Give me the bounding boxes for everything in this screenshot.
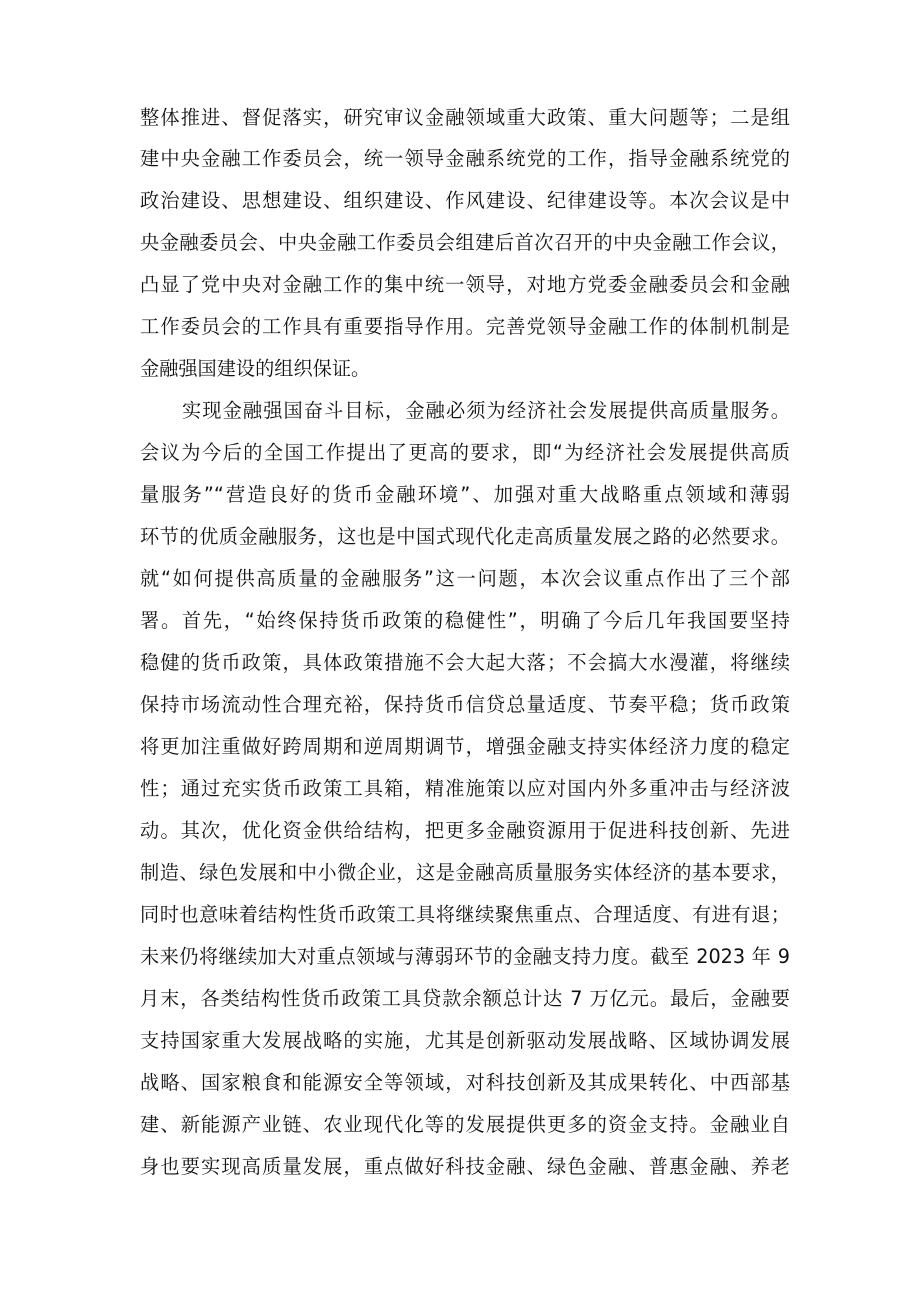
text-line: 政治建设、思想建设、组织建设、作风建设、纪律建设等。本次会议是中: [140, 189, 790, 212]
text-line: 就“如何提供高质量的金融服务”这一问题，本次会议重点作出了三个部: [140, 567, 790, 590]
text-line: 稳健的货币政策，具体政策措施不会大起大落；不会搞大水漫灌，将继续: [140, 651, 790, 674]
text-line: 建、新能源产业链、农业现代化等的发展提供更多的资金支持。金融业自: [140, 1113, 790, 1136]
text-line: 同时也意味着结构性货币政策工具将继续聚焦重点、合理适度、有进有退；: [140, 903, 790, 926]
text-line: 工作委员会的工作具有重要指导作用。完善党领导金融工作的体制机制是: [140, 315, 790, 338]
text-line: 战略、国家粮食和能源安全等领域，对科技创新及其成果转化、中西部基: [140, 1071, 790, 1094]
text-line: 月末，各类结构性货币政策工具贷款余额总计达 7 万亿元。最后，金融要: [140, 987, 790, 1010]
paragraph-first-line: 实现金融强国奋斗目标，金融必须为经济社会发展提供高质量服务。: [182, 399, 790, 422]
text-line: 保持市场流动性合理充裕，保持货币信贷总量适度、节奏平稳；货币政策: [140, 693, 790, 716]
text-line: 量服务”“营造良好的货币金融环境”、加强对重大战略重点领域和薄弱: [140, 483, 790, 506]
text-line: 建中央金融工作委员会，统一领导金融系统党的工作，指导金融系统党的: [140, 147, 790, 170]
text-line: 署。首先，“始终保持货币政策的稳健性”，明确了今后几年我国要坚持: [140, 609, 790, 632]
text-line: 将更加注重做好跨周期和逆周期调节，增强金融支持实体经济力度的稳定: [140, 735, 790, 758]
text-line: 制造、绿色发展和中小微企业，这是金融高质量服务实体经济的基本要求，: [140, 861, 790, 884]
text-line: 支持国家重大发展战略的实施，尤其是创新驱动发展战略、区域协调发展: [140, 1029, 790, 1052]
text-line: 整体推进、督促落实，研究审议金融领域重大政策、重大问题等；二是组: [140, 106, 790, 129]
text-line: 凸显了党中央对金融工作的集中统一领导，对地方党委金融委员会和金融: [140, 273, 790, 296]
text-line: 身也要实现高质量发展，重点做好科技金融、绿色金融、普惠金融、养老: [140, 1155, 790, 1178]
text-line: 动。其次，优化资金供给结构，把更多金融资源用于促进科技创新、先进: [140, 819, 790, 842]
text-line: 性；通过充实货币政策工具箱，精准施策以应对国内外多重冲击与经济波: [140, 777, 790, 800]
text-line: 金融强国建设的组织保证。: [140, 357, 371, 380]
text-line: 未来仍将继续加大对重点领域与薄弱环节的金融支持力度。截至 2023 年 9: [140, 945, 790, 968]
text-line: 央金融委员会、中央金融工作委员会组建后首次召开的中央金融工作会议，: [140, 231, 790, 254]
text-line: 会议为今后的全国工作提出了更高的要求，即“为经济社会发展提供高质: [140, 441, 790, 464]
text-line: 环节的优质金融服务，这也是中国式现代化走高质量发展之路的必然要求。: [140, 525, 790, 548]
